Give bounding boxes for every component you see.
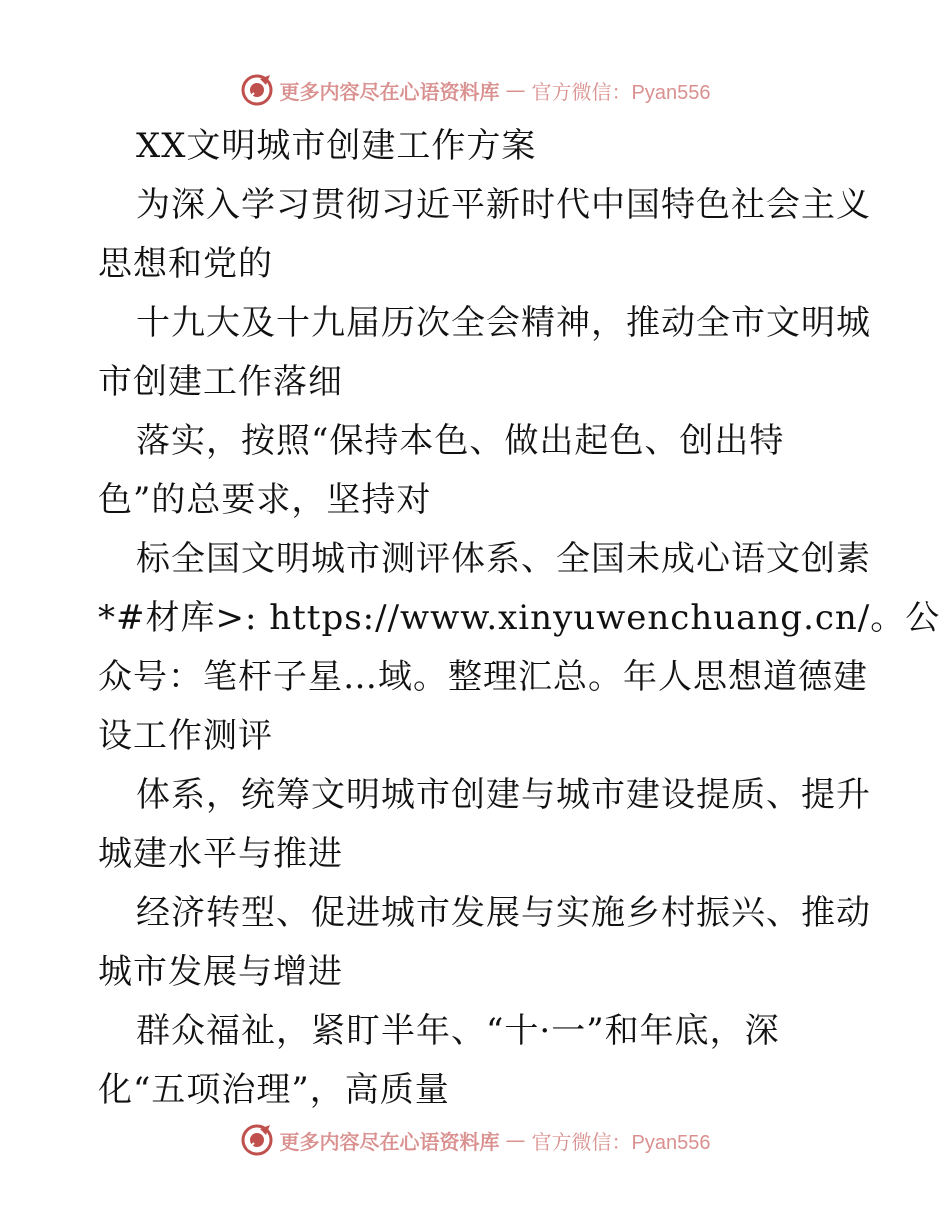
footer-watermark bbox=[0, 1120, 950, 1160]
paragraph-line: 体系，统筹文明城市创建与城市建设提质、提升 bbox=[136, 775, 871, 815]
paragraph-line: 为深入学习贯彻习近平新时代中国特色社会主义 bbox=[136, 185, 871, 225]
watermark-separator: — bbox=[505, 78, 526, 102]
paragraph-line: 十九大及十九届历次全会精神，推动全市文明城 bbox=[136, 303, 871, 343]
logo-icon bbox=[240, 1123, 274, 1157]
paragraph-line: 落实，按照“保持本色、做出起色、创出特 bbox=[136, 421, 785, 461]
paragraph-line: 城市发展与增进 bbox=[98, 952, 343, 992]
paragraph-line: 标全国文明城市测评体系、全国未成心语文创素 bbox=[136, 539, 871, 579]
paragraph-line: 市创建工作落细 bbox=[98, 362, 343, 402]
logo-icon bbox=[240, 73, 274, 107]
paragraph-line: *#材库>: https://www.xinyuwenchuang.cn/。公 bbox=[98, 598, 941, 638]
paragraph-line: 众号：笔杆子星…域。整理汇总。年人思想道德建 bbox=[98, 657, 868, 697]
paragraph-line: 经济转型、促进城市发展与实施乡村振兴、推动 bbox=[136, 893, 871, 933]
watermark-handle: 官方微信：Pyan556 bbox=[531, 81, 711, 104]
watermark-text: 更多内容尽在心语资料库 bbox=[279, 79, 500, 104]
paragraph-line: 思想和党的 bbox=[98, 244, 273, 284]
watermark-separator: — bbox=[505, 1128, 526, 1152]
paragraph-line: 设工作测评 bbox=[98, 716, 273, 756]
watermark-handle: 官方微信：Pyan556 bbox=[531, 1131, 711, 1154]
paragraph-line: 化“五项治理”，高质量 bbox=[98, 1070, 450, 1110]
paragraph-line: 城建水平与推进 bbox=[98, 834, 343, 874]
paragraph-line: 色”的总要求，坚持对 bbox=[98, 480, 432, 520]
watermark-text: 更多内容尽在心语资料库 bbox=[279, 1129, 500, 1154]
paragraph-line: 群众福祉，紧盯半年、“十·一”和年底，深 bbox=[136, 1011, 780, 1051]
header-watermark bbox=[0, 70, 950, 110]
document-title: XX文明城市创建工作方案 bbox=[136, 126, 537, 166]
